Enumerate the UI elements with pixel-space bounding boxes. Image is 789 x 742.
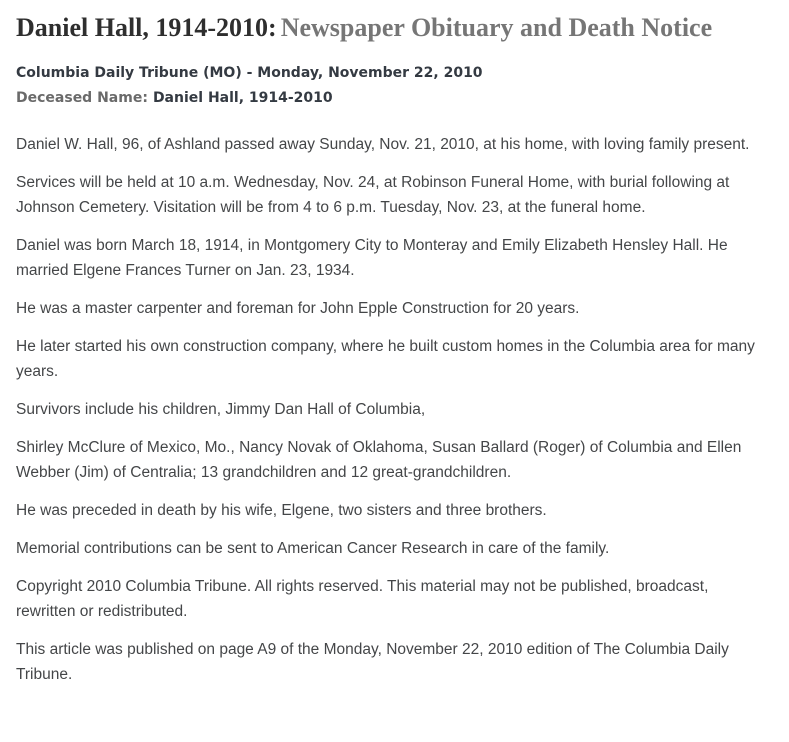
obituary-paragraph: This article was published on page A9 of the Monday, November 22, 2010 edition of The Columbia Daily Tribune. <box>16 641 729 683</box>
obituary-paragraph: He was a master carpenter and foreman for John Epple Construction for 20 years. <box>16 300 580 317</box>
obituary-paragraph: Daniel W. Hall, 96, of Ashland passed away Sunday, Nov. 21, 2010, at his home, with loving family present. <box>16 136 750 153</box>
obituary-paragraph: Daniel was born March 18, 1914, in Montgomery City to Monteray and Emily Elizabeth Hensley Hall. He married Elgene Frances Turner on Jan. 23, 1934. <box>16 237 728 279</box>
page-title <box>16 9 773 46</box>
source-publication-line: Columbia Daily Tribune (MO) - Monday, November 22, 2010 <box>16 65 483 81</box>
page-title-descriptor: Newspaper Obituary and Death Notice <box>280 13 713 42</box>
obituary-body <box>16 132 761 687</box>
source-and-deceased-block <box>16 61 773 111</box>
obituary-paragraph: Memorial contributions can be sent to American Cancer Research in care of the family. <box>16 540 610 557</box>
obituary-paragraph: Shirley McClure of Mexico, Mo., Nancy Novak of Oklahoma, Susan Ballard (Roger) of Columbia and Ellen Webber (Jim) of Centralia; 13 grandchildren and 12 great-grandchildren. <box>16 439 742 481</box>
obituary-paragraph: Survivors include his children, Jimmy Dan Hall of Columbia, <box>16 401 426 418</box>
obituary-paragraph: Copyright 2010 Columbia Tribune. All rights reserved. This material may not be published, broadcast, rewritten or redistributed. <box>16 578 709 620</box>
deceased-name-value: Daniel Hall, 1914-2010 <box>152 90 333 106</box>
obituary-paragraph: Services will be held at 10 a.m. Wednesday, Nov. 24, at Robinson Funeral Home, with burial following at Johnson Cemetery. Visitation will be from 4 to 6 p.m. Tuesday, Nov. 23, at the funeral home. <box>16 174 730 216</box>
deceased-name-line <box>16 86 773 111</box>
page-title-deceased-name: Daniel Hall, 1914-2010: <box>16 13 277 42</box>
obituary-paragraph: He later started his own construction company, where he built custom homes in the Columbia area for many years. <box>16 338 755 380</box>
obituary-paragraph: He was preceded in death by his wife, Elgene, two sisters and three brothers. <box>16 502 547 519</box>
deceased-name-label: Deceased Name: <box>16 90 148 106</box>
